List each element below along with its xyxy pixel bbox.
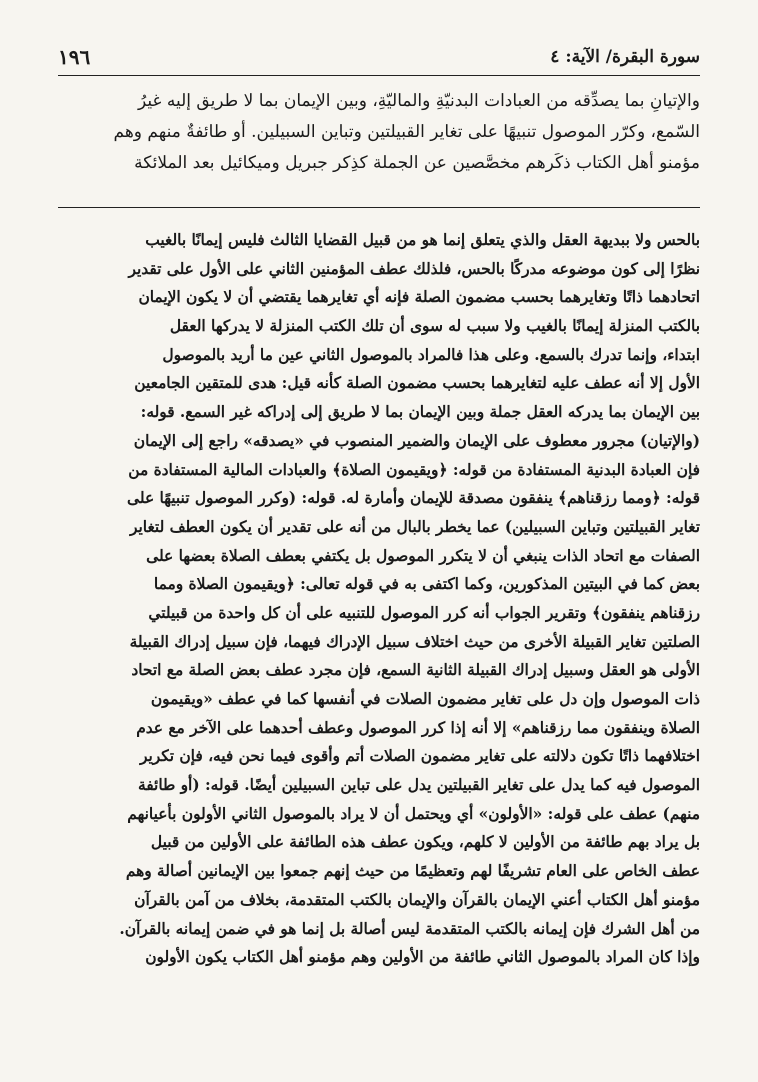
commentary-line: بعض كما في البيتين المذكورين، وكما اكتفى به في قوله تعالى: ﴿ويقيمون الصلاة ومما bbox=[153, 575, 700, 594]
commentary-line: تغاير القبيلتين وتباين السبيلين) عما يخطر بالبال من أنه على تقدير أن يكون العطف لتغاير bbox=[130, 517, 700, 536]
main-text-block bbox=[58, 86, 700, 179]
commentary-line: الأولى هو العقل وسبيل إدراك القبيلة الثانية السمع، فإن مجرد عطف بعض الصلة مع اتحاد bbox=[131, 661, 700, 680]
commentary-line: نظرًا إلى كون موضوعه مدركًا بالحس، فلذلك عطف المؤمنين الثاني على الأول على تقدير bbox=[128, 259, 700, 278]
main-text-line: مؤمنو أهل الكتاب ذكَرهم مخصَّصين عن الجملة كذِكر جبريل وميكائيل بعد الملائكة bbox=[134, 153, 700, 173]
surah-reference: سورة البقرة/ الآية: ٤ bbox=[550, 47, 700, 67]
commentary-line: عطف الخاص على العام تشريفًا لهم وتعظيمًا من حيث إنهم جمعوا بين الإيمانين أصالة وهم bbox=[125, 862, 700, 881]
commentary-line: وإذا كان المراد بالموصول الثاني طائفة من الأولين وهم مؤمنو أهل الكتاب يكون الأولون bbox=[145, 948, 700, 967]
page-header bbox=[58, 44, 700, 70]
section-divider bbox=[58, 207, 700, 208]
commentary-line: منهم) عطف على قوله: «الأولون» أي ويحتمل أن لا يراد بالموصول الثاني الأولون بأعيانهم bbox=[127, 804, 700, 823]
commentary-line: (والإتيان) مجرور معطوف على الإيمان والضمير المنصوب في «يصدقه» راجع إلى الإيمان bbox=[133, 431, 700, 450]
commentary-line: الأول إلا أنه عطف عليه لتغايرهما بحسب مضمون الصلة كأنه قيل: هدى للمتقين الجامعين bbox=[134, 374, 700, 393]
commentary-line: ذات الموصول وإن دل على تغاير مضمون الصلات في أنفسها كما في عطف «ويقيمون bbox=[150, 690, 700, 708]
commentary-line: اختلافهما ذاتًا تكون دلالته على تغاير مضمون الصلات أتم وأقوى فيما نحن فيه، فإن تكرير bbox=[139, 747, 700, 766]
commentary-block bbox=[58, 226, 700, 972]
page-number: ١٩٦ bbox=[58, 45, 91, 69]
main-text-line: السّمع، وكرّر الموصول تنبيهًا على تغاير القبيلتين وتباين السبيلين. أو طائفةٌ منهم وهم bbox=[113, 122, 700, 142]
commentary-line: من أهل الشرك فإن إيمانه بالكتب المتقدمة ليس أصالة بل إنما هو في ضمن إيمانه بالقرآن. bbox=[119, 919, 700, 938]
header-divider bbox=[58, 75, 700, 76]
main-text-line: والإتيانِ بما يصدِّقه من العبادات البدنيّةِ والماليّةِ، وبين الإيمان بما لا طريق إليه غيرُ bbox=[138, 91, 700, 111]
commentary-line: فإن العبادة البدنية المستفادة من قوله: ﴿ويقيمون الصلاة﴾ والعبادات المالية المستفادة من bbox=[128, 460, 700, 479]
commentary-line: بالكتب المنزلة إيمانًا بالغيب ولا سبب له سوى أن تلك الكتب المنزلة لا يدركها العقل bbox=[169, 317, 700, 336]
commentary-line: قوله: ﴿ومما رزقناهم﴾ ينفقون مصدقة للإيمان وأمارة له. قوله: (وكرر الموصول تنبيهًا على bbox=[127, 489, 700, 508]
commentary-line: الصفات مع اتحاد الذات ينبغي أن لا يتكرر الموصول بل يكتفي بعطف الصلاة بعضها على bbox=[146, 546, 700, 565]
commentary-line: الموصول فيه كما يدل على تغاير القبيلتين يدل على تباين السبيلين أيضًا. قوله: (أو طائفة bbox=[138, 776, 700, 795]
commentary-line: بالحس ولا ببديهة العقل والذي يتعلق إنما هو من قبيل القضايا الثالث فليس إيمانًا بالغيب bbox=[145, 231, 700, 249]
commentary-line: بل يراد بهم طائفة من الأولين لا كلهم، ويكون عطف هذه الطائفة على الأولين من قبيل bbox=[150, 833, 700, 852]
commentary-line: الصلاة وينفقون مما رزقناهم» إلا أنه إذا كرر الموصول وعطف أحدهما على الآخر مع عدم bbox=[136, 718, 700, 737]
commentary-line: مؤمنو أهل الكتاب أعني الإيمان بالقرآن والإيمان بالكتب المتقدمة، بخلاف من آمن بالقرآن bbox=[134, 890, 700, 909]
commentary-line: رزقناهم ينفقون﴾ وتقرير الجواب أنه كرر الموصول للتنبيه على أن كل واحدة من قبيلتي bbox=[148, 603, 700, 622]
commentary-line: ابتداء، وإنما تدرك بالسمع. وعلى هذا فالمراد بالموصول الثاني عين ما أريد بالموصول bbox=[162, 345, 700, 364]
commentary-line: اتحادهما ذاتًا وتغايرهما بحسب مضمون الصلة فإنه أي تغايرهما يقتضي أن لا يكون الإيمان bbox=[138, 288, 700, 307]
commentary-line: بين الإيمان بما يدركه العقل جملة وبين الإيمان بما لا طريق إلى إدراكه غير السمع. قوله: bbox=[140, 403, 700, 422]
commentary-line: الصلتين تغاير القبيلة الأخرى من حيث اختلاف سبيل الإدراك فيهما، فإن سبيل إدراك القبيلة bbox=[129, 632, 700, 651]
